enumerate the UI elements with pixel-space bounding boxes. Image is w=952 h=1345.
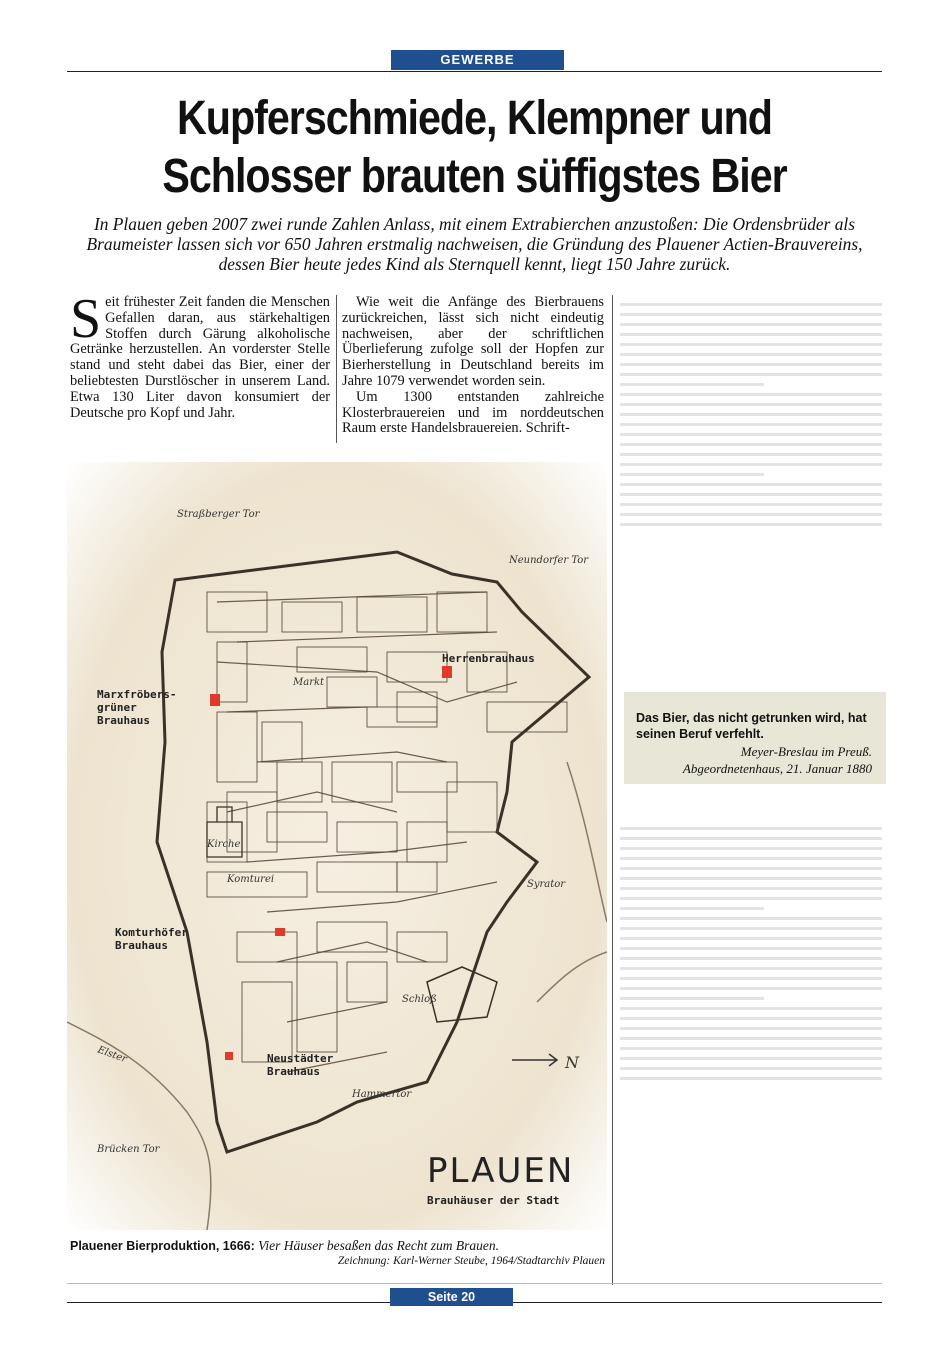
- faded-text-line: [620, 1047, 882, 1050]
- label-strassberger-tor: Straßberger Tor: [177, 509, 260, 520]
- brewhouse-marker-komturhoefer: [275, 928, 285, 936]
- faded-text-line: [620, 857, 882, 860]
- faded-text-line: [620, 947, 882, 950]
- faded-text-line: [620, 453, 882, 456]
- quote-source-line-1: Meyer-Breslau im Preuß.: [740, 744, 872, 759]
- map-caption: [70, 1238, 605, 1254]
- faded-text-line: [620, 1027, 882, 1030]
- faded-text-line: [620, 1037, 882, 1040]
- faded-text-line: [620, 897, 882, 900]
- faded-text-line: [620, 1057, 882, 1060]
- faded-text-line: [620, 513, 882, 516]
- map-subtitle: Brauhäuser der Stadt: [427, 1194, 560, 1207]
- faded-text-line: [620, 473, 764, 476]
- faded-text-line: [620, 483, 882, 486]
- faded-text-line: [620, 443, 882, 446]
- faded-text-line: [620, 353, 882, 356]
- column-divider: [336, 295, 337, 443]
- faded-text-line: [620, 827, 882, 830]
- faded-text-line: [620, 493, 882, 496]
- column-2: [342, 295, 604, 437]
- faded-text-line: [620, 867, 882, 870]
- label-north: N: [565, 1053, 579, 1072]
- quote-text: Das Bier, das nicht getrunken wird, hat seinen Beruf verfehlt.: [636, 711, 867, 741]
- faded-text-line: [620, 323, 882, 326]
- section-rubric: GEWERBE: [391, 50, 564, 70]
- city-map-figure: [67, 462, 607, 1230]
- faded-text-line: [620, 373, 882, 376]
- column-1-text: eit frühester Zeit fanden die Menschen Gefallen daran, aus stärkehaltigen Stoffen durch Gärung alkoholische Getränke herzustellen. An vorderster Stelle stand und steht dabei das Bier, einer der beliebtesten Durstlöscher in unserem Land. Etwa 130 Liter davon konsumiert der Deutsche pro Kopf und Jahr.: [70, 294, 330, 421]
- brewhouse-marker-herren: [442, 666, 452, 678]
- faded-text-line: [620, 433, 882, 436]
- label-komturei: Komturei: [227, 874, 275, 885]
- label-komturhoefer-2: Brauhaus: [115, 939, 168, 952]
- label-schloss: Schloß: [402, 994, 437, 1005]
- faded-text-line: [620, 333, 882, 336]
- faded-text-line: [620, 917, 882, 920]
- article-lead: In Plauen geben 2007 zwei runde Zahlen Anlass, mit einem Extrabierchen anzustoßen: Die Ordensbrüder als Braumeister lassen sich vor 650 Jahren erstmalig nachweisen, die Gründung des Plauener Actien-Brauvereins, dessen Bier heute jedes Kind als Sternquell kennt, liegt 150 Jahre zurück.: [86, 214, 863, 274]
- label-komturhoefer-1: Komturhöfer: [115, 926, 188, 939]
- faded-text-block: [620, 820, 882, 1087]
- page-number: Seite 20: [390, 1288, 513, 1306]
- faded-text-line: [620, 403, 882, 406]
- label-marxfroebersgruener-1: Marxfröbers-: [97, 688, 177, 701]
- faded-text-line: [620, 847, 882, 850]
- faded-text-line: [620, 523, 882, 526]
- label-hammertor: Hammertor: [352, 1089, 412, 1100]
- column-2-paragraph-1: Wie weit die Anfänge des Bierbrauens zurückreichen, lässt sich nicht eindeutig nachweisen, aber der schriftlichen Überlieferung zufolge soll der Hopfen zur Bierherstellung in Deutschland bereits im Jahre 1079 verwendet worden sein.: [342, 294, 604, 389]
- faded-text-line: [620, 967, 882, 970]
- column-1: [70, 288, 330, 421]
- drop-cap: S: [70, 288, 102, 350]
- castle-outline: [427, 967, 497, 1022]
- label-kirche: Kirche: [207, 839, 241, 850]
- faded-text-line: [620, 503, 882, 506]
- map-title: PLAUEN: [427, 1151, 575, 1191]
- faded-text-line: [620, 383, 764, 386]
- faded-text-line: [620, 423, 882, 426]
- brewhouse-marker-marxfroebersgruener: [210, 694, 220, 706]
- faded-text-line: [620, 463, 882, 466]
- north-arrow: [512, 1054, 557, 1066]
- faded-text-line: [620, 997, 764, 1000]
- headline-line-1: Kupferschmiede, Klempner und: [176, 92, 773, 145]
- label-syrator: Syrator: [527, 879, 566, 890]
- article-headline: [124, 90, 825, 206]
- mill-stream: [567, 762, 607, 922]
- faded-text-line: [620, 957, 882, 960]
- label-marxfroebersgruener-3: Brauhaus: [97, 714, 150, 727]
- label-neustaedter-2: Brauhaus: [267, 1065, 320, 1078]
- label-neustaedter-1: Neustädter: [267, 1052, 334, 1065]
- faded-text-block: [620, 296, 882, 533]
- label-herrenbrauhaus: Herrenbrauhaus: [442, 652, 535, 665]
- faded-text-line: [620, 1077, 882, 1080]
- faded-text-line: [620, 887, 882, 890]
- faded-text-line: [620, 1007, 882, 1010]
- map-credit: Zeichnung: Karl-Werner Steube, 1964/Stadtarchiv Plauen: [337, 1255, 605, 1267]
- label-marxfroebersgruener-2: grüner: [97, 701, 137, 714]
- faded-text-line: [620, 1017, 882, 1020]
- faded-text-line: [620, 977, 882, 980]
- column-3-faded-text: [620, 296, 882, 1286]
- river-syra: [537, 952, 607, 1002]
- label-elster: Elster: [95, 1044, 129, 1066]
- faded-text-line: [620, 937, 882, 940]
- caption-em: Vier Häuser besaßen das Recht zum Brauen.: [258, 1238, 499, 1253]
- faded-text-line: [620, 907, 764, 910]
- label-markt: Markt: [293, 677, 325, 688]
- faded-text-line: [620, 343, 882, 346]
- bottom-thin-rule: [67, 1283, 882, 1284]
- plauen-map-drawing: [67, 462, 607, 1230]
- faded-text-line: [620, 413, 882, 416]
- column-2-paragraph-2: Um 1300 entstanden zahlreiche Klosterbrauereien und im norddeutschen Raum erste Handelsbrauereien. Schrift-: [342, 388, 604, 437]
- label-bruecken-tor: Brücken Tor: [97, 1144, 160, 1155]
- quote-source: [636, 743, 872, 777]
- river-elster: [67, 1022, 211, 1230]
- faded-text-line: [620, 363, 882, 366]
- faded-text-line: [620, 313, 882, 316]
- column-divider: [612, 295, 613, 1285]
- quote-source-line-2: Abgeordnetenhaus, 21. Januar 1880: [682, 761, 872, 776]
- faded-text-line: [620, 837, 882, 840]
- faded-text-line: [620, 303, 882, 306]
- brewhouse-marker-neustaedter: [225, 1052, 233, 1060]
- top-rule: [67, 71, 882, 72]
- faded-text-line: [620, 877, 882, 880]
- caption-strong: Plauener Bierproduktion, 1666:: [70, 1239, 255, 1253]
- faded-text-line: [620, 1067, 882, 1070]
- faded-text-line: [620, 927, 882, 930]
- faded-text-line: [620, 393, 882, 396]
- faded-text-line: [620, 987, 882, 990]
- headline-line-2: Schlosser brauten süffigstes Bier: [162, 150, 787, 203]
- label-neundorfer-tor: Neundorfer Tor: [509, 555, 589, 566]
